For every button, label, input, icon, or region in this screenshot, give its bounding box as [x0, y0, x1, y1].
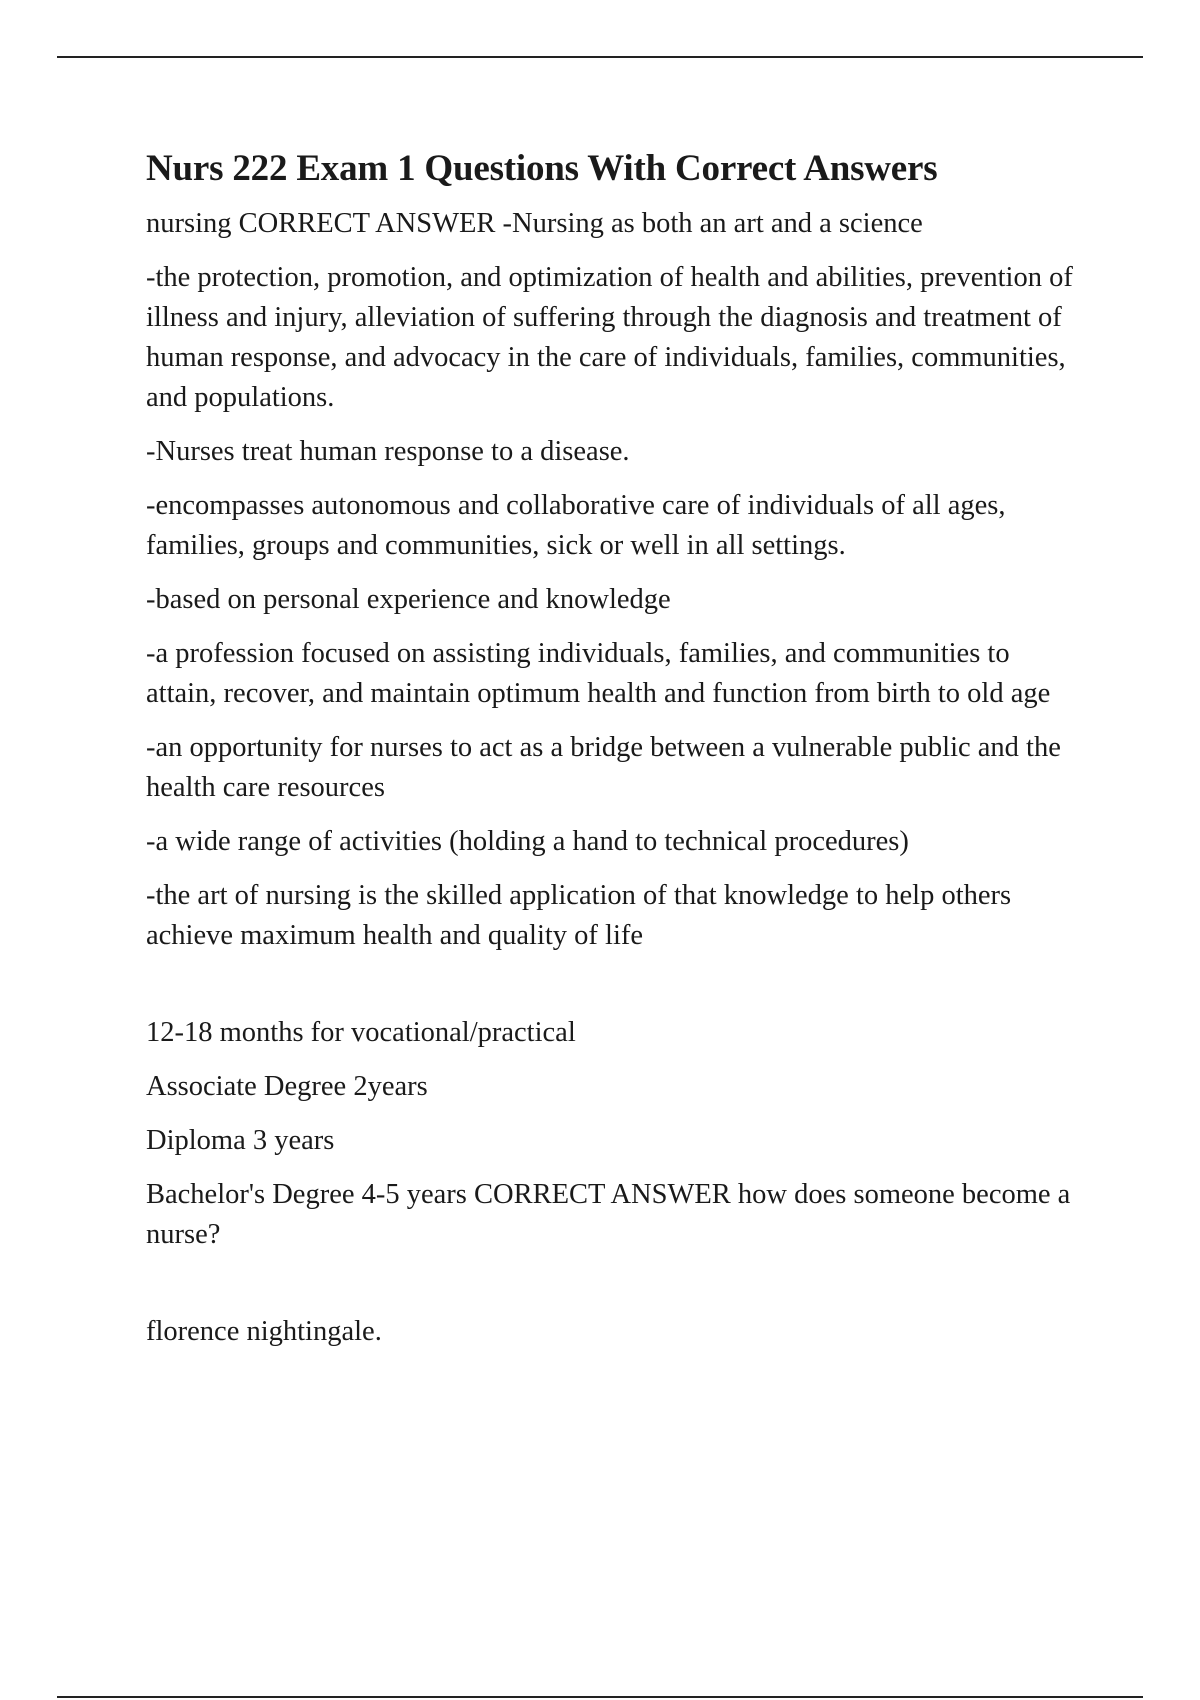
- answer-paragraph: 12-18 months for vocational/practical: [146, 1017, 576, 1048]
- answer-paragraph: -encompasses autonomous and collaborative care of individuals of all ages, families, groups and communities, sick or well in all settings.: [146, 490, 1006, 561]
- answer-paragraph: -based on personal experience and knowledge: [146, 584, 671, 615]
- bottom-rule: [57, 1696, 1143, 1698]
- answer-paragraph: Associate Degree 2years: [146, 1071, 428, 1102]
- answer-paragraph: Diploma 3 years: [146, 1125, 335, 1156]
- answer-paragraph: -an opportunity for nurses to act as a bridge between a vulnerable public and the health care resources: [146, 732, 1061, 803]
- answer-paragraph: florence nightingale.: [146, 1316, 382, 1347]
- answer-paragraph: nursing CORRECT ANSWER -Nursing as both an art and a science: [146, 208, 923, 239]
- top-rule: [57, 56, 1143, 58]
- answer-paragraph: -Nurses treat human response to a disease.: [146, 436, 630, 467]
- answer-paragraph: -a profession focused on assisting individuals, families, and communities to attain, recover, and maintain optimum health and function from birth to old age: [146, 638, 1051, 709]
- answer-paragraph: -the protection, promotion, and optimization of health and abilities, prevention of illness and injury, alleviation of suffering through the diagnosis and treatment of human response, and advocacy in the care of individuals, families, communities, and populations.: [146, 262, 1073, 413]
- answer-paragraph: -the art of nursing is the skilled application of that knowledge to help others achieve maximum health and quality of life: [146, 880, 1012, 951]
- section-gap: [146, 1269, 1086, 1312]
- question-paragraph: Bachelor's Degree 4-5 years CORRECT ANSWER how does someone become a nurse?: [146, 1179, 1071, 1250]
- document-title: Nurs 222 Exam 1 Questions With Correct Answers: [146, 148, 938, 189]
- answer-paragraph: -a wide range of activities (holding a hand to technical procedures): [146, 826, 909, 857]
- section-gap: [146, 970, 1086, 1013]
- document-body: [146, 140, 1086, 1366]
